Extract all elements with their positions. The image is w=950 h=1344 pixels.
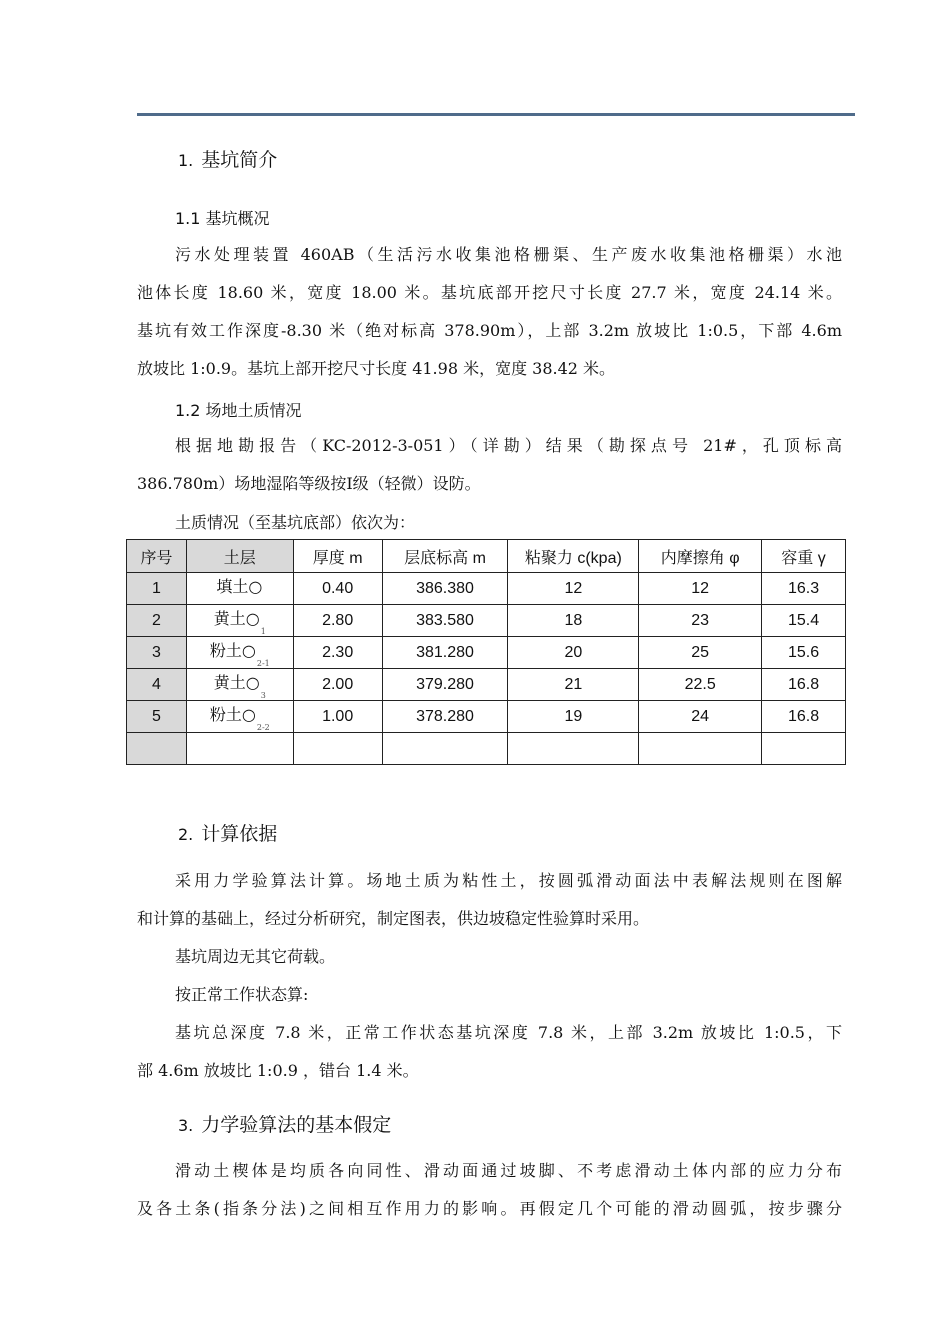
subsection-1-2-title: 1.2 场地土质情况 bbox=[175, 401, 302, 420]
cell-empty bbox=[508, 733, 639, 765]
cell-cohesion: 12 bbox=[508, 573, 639, 605]
cell-cohesion: 21 bbox=[508, 669, 639, 701]
paragraph-line: 按正常工作状态算: bbox=[175, 985, 309, 1004]
table-header-row bbox=[127, 540, 846, 573]
cell-friction: 24 bbox=[639, 701, 762, 733]
paragraph-line: 污水处理装置 460AB（生活污水收集池格栅渠、生产废水收集池格栅渠）水池 bbox=[175, 245, 842, 264]
table-row bbox=[127, 669, 846, 701]
cell-friction: 12 bbox=[639, 573, 762, 605]
cell-thickness: 2.80 bbox=[293, 605, 382, 637]
cell-layer: 粉土$○_{2-1}$ bbox=[186, 637, 293, 669]
paragraph-line: 采用力学验算法计算。场地土质为粘性土，按圆弧滑动面法中表解法规则在图解 bbox=[175, 871, 842, 890]
cell-layer: 黄土$○_3$ bbox=[186, 669, 293, 701]
paragraph-line: 基坑总深度 7.8 米，正常工作状态基坑深度 7.8 米，上部 3.2m 放坡比 1:0.5，下 bbox=[175, 1023, 842, 1042]
cell-thickness: 1.00 bbox=[293, 701, 382, 733]
section-3-heading bbox=[178, 1110, 391, 1137]
cell-no: 3 bbox=[127, 637, 187, 669]
section-2-title: 计算依据 bbox=[201, 823, 278, 845]
cell-empty bbox=[762, 733, 846, 765]
soil-layers-table bbox=[126, 539, 846, 765]
subsection-1-2-body bbox=[137, 427, 842, 503]
paragraph-line: 根据地勘报告（KC-2012-3-051）（详勘）结果（勘探点号 21#，孔顶标高 bbox=[175, 436, 842, 455]
paragraph-line: 土质情况（至基坑底部）依次为： bbox=[175, 513, 416, 532]
table-row bbox=[127, 605, 846, 637]
header-layer: 土层 bbox=[186, 540, 293, 573]
cell-empty bbox=[639, 733, 762, 765]
cell-no: 4 bbox=[127, 669, 187, 701]
section-3-number: 3. bbox=[178, 1116, 194, 1135]
paragraph-line: 池体长度 18.60 米，宽度 18.00 米。基坑底部开挖尺寸长度 27.7 米，宽度 24.14 米。 bbox=[137, 283, 842, 302]
header-friction-angle: 内摩擦角 φ bbox=[639, 540, 762, 573]
subsection-1-1-title: 1.1 基坑概况 bbox=[175, 209, 270, 228]
header-bottom-elevation: 层底标高 m bbox=[382, 540, 508, 573]
cell-cohesion: 20 bbox=[508, 637, 639, 669]
table-row bbox=[127, 701, 846, 733]
cell-layer: 填土○ bbox=[186, 573, 293, 605]
cell-elevation: 386.380 bbox=[382, 573, 508, 605]
paragraph-line: 部 4.6m 放坡比 1:0.9 ，错台 1.4 米。 bbox=[137, 1061, 419, 1080]
cell-elevation: 381.280 bbox=[382, 637, 508, 669]
cell-empty bbox=[382, 733, 508, 765]
cell-elevation: 383.580 bbox=[382, 605, 508, 637]
paragraph-line: 基坑有效工作深度-8.30 米（绝对标高 378.90m），上部 3.2m 放坡比 1:0.5，下部 4.6m bbox=[137, 321, 842, 340]
header-cohesion: 粘聚力 c(kpa) bbox=[508, 540, 639, 573]
section-2-number: 2. bbox=[178, 825, 194, 844]
paragraph-line: 及各土条(指条分法)之间相互作用力的影响。再假定几个可能的滑动圆弧，按步骤分 bbox=[137, 1199, 842, 1218]
cell-no: 2 bbox=[127, 605, 187, 637]
paragraph-line: 滑动土楔体是均质各向同性、滑动面通过坡脚、不考虑滑动土体内部的应力分布 bbox=[175, 1161, 842, 1180]
cell-empty bbox=[127, 733, 187, 765]
cell-cohesion: 18 bbox=[508, 605, 639, 637]
cell-cohesion: 19 bbox=[508, 701, 639, 733]
cell-empty bbox=[293, 733, 382, 765]
subsection-1-1-body bbox=[137, 236, 842, 388]
cell-layer: 黄土$○_1$ bbox=[186, 605, 293, 637]
cell-no: 5 bbox=[127, 701, 187, 733]
cell-unit-weight: 16.8 bbox=[762, 701, 846, 733]
paragraph-line: 基坑周边无其它荷载。 bbox=[175, 947, 336, 966]
section-1-number: 1. bbox=[178, 151, 194, 170]
cell-unit-weight: 15.6 bbox=[762, 637, 846, 669]
cell-thickness: 0.40 bbox=[293, 573, 382, 605]
paragraph-line: 放坡比 1:0.9。基坑上部开挖尺寸长度 41.98 米，宽度 38.42 米。 bbox=[137, 359, 616, 378]
cell-friction: 22.5 bbox=[639, 669, 762, 701]
cell-thickness: 2.00 bbox=[293, 669, 382, 701]
cell-friction: 23 bbox=[639, 605, 762, 637]
cell-layer: 粉土$○_{2-2}$ bbox=[186, 701, 293, 733]
header-thickness: 厚度 m bbox=[293, 540, 382, 573]
section-3-title: 力学验算法的基本假定 bbox=[201, 1114, 392, 1136]
cell-unit-weight: 16.3 bbox=[762, 573, 846, 605]
cell-no: 1 bbox=[127, 573, 187, 605]
soil-intro bbox=[137, 506, 842, 540]
cell-elevation: 378.280 bbox=[382, 701, 508, 733]
cell-unit-weight: 15.4 bbox=[762, 605, 846, 637]
header-rule bbox=[137, 113, 855, 116]
cell-elevation: 379.280 bbox=[382, 669, 508, 701]
section-1-title: 基坑简介 bbox=[201, 149, 278, 171]
table-row bbox=[127, 573, 846, 605]
section-2-body bbox=[137, 862, 842, 1090]
cell-thickness: 2.30 bbox=[293, 637, 382, 669]
section-3-body bbox=[137, 1152, 842, 1228]
table-row bbox=[127, 637, 846, 669]
table-row-empty bbox=[127, 733, 846, 765]
paragraph-line: 和计算的基础上，经过分析研究，制定图表，供边坡稳定性验算时采用。 bbox=[137, 909, 650, 928]
paragraph-line: 386.780m）场地湿陷等级按Ⅰ级（轻微）设防。 bbox=[137, 474, 481, 493]
header-no: 序号 bbox=[127, 540, 187, 573]
section-2-heading bbox=[178, 819, 277, 846]
header-unit-weight: 容重 γ bbox=[762, 540, 846, 573]
cell-friction: 25 bbox=[639, 637, 762, 669]
cell-empty bbox=[186, 733, 293, 765]
section-1-heading bbox=[178, 145, 277, 172]
cell-unit-weight: 16.8 bbox=[762, 669, 846, 701]
